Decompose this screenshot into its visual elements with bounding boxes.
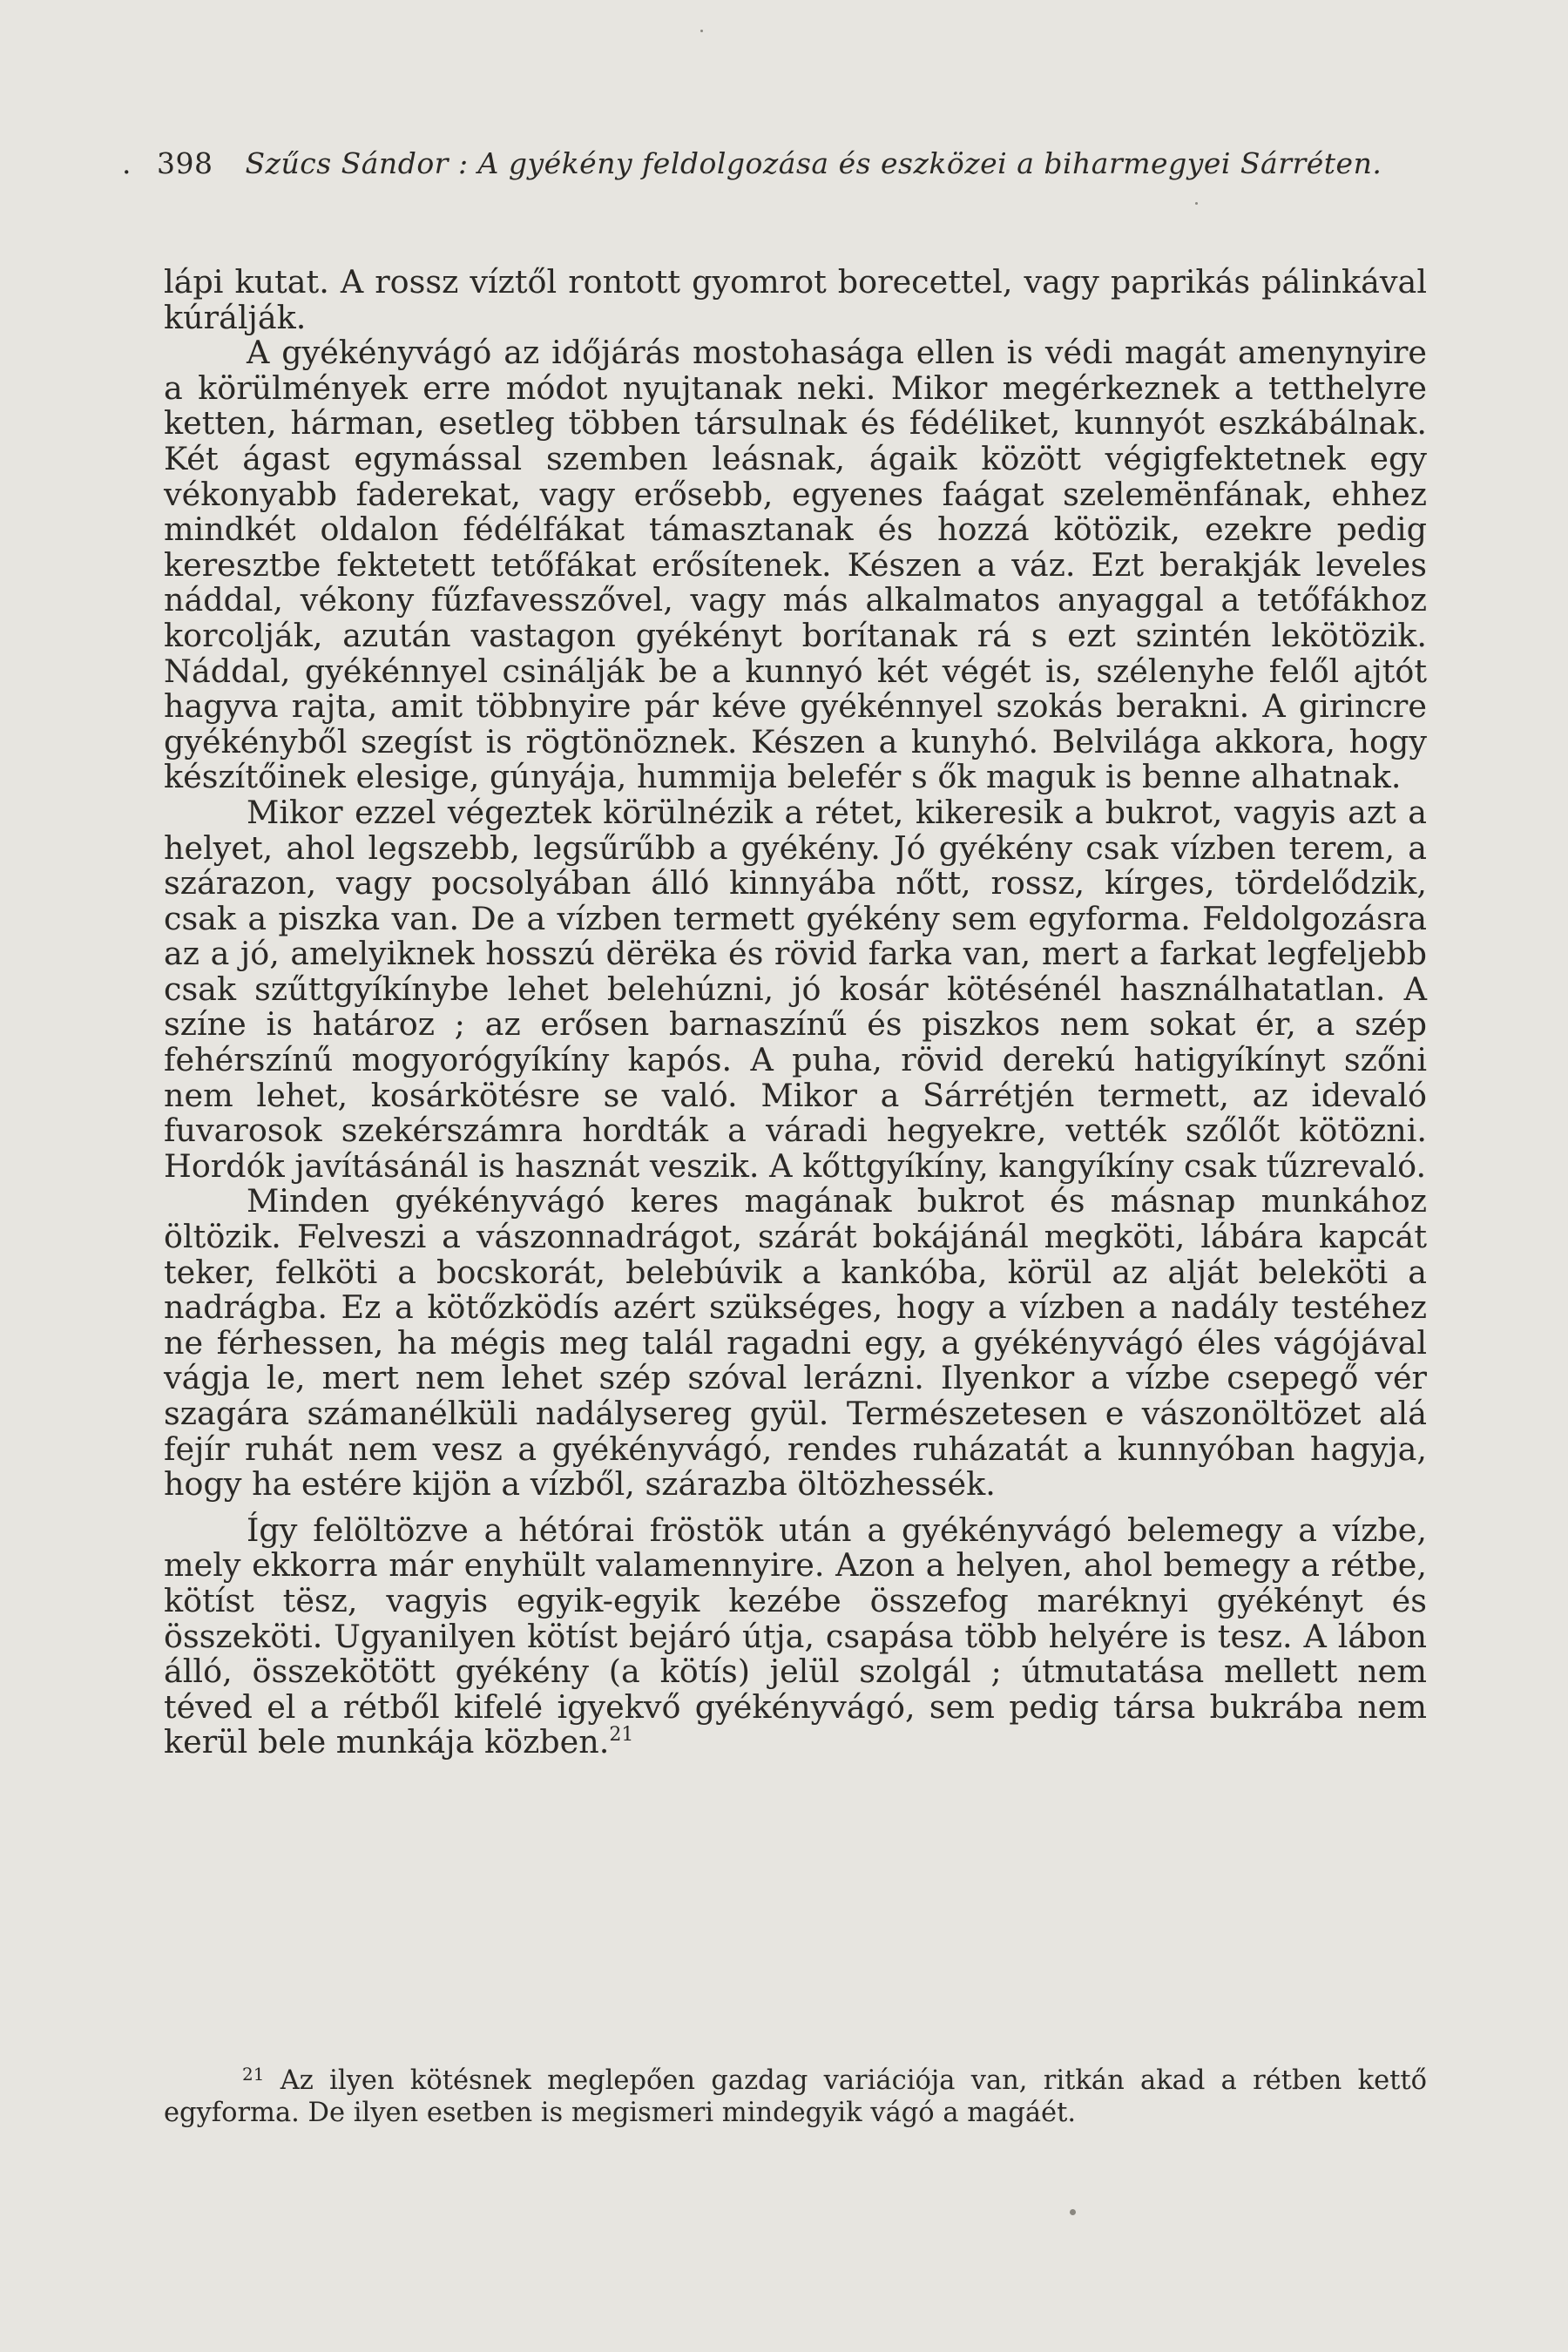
paper-speck [1070,2209,1076,2215]
paragraph-3: Mikor ezzel végeztek körülnézik a rétet, kikeresik a bukrot, vagyis azt a helyet, ahol legszebb, legsűrűbb a gyékény. Jó gyékény csak vízben terem, a szárazon, vagy pocsolyában álló kinnyába nőtt, rossz, kírges, tördelődzik, csak a piszka van. De a vízben termett gyékény sem egyforma. Feldolgozásra az a jó, amelyiknek hosszú dërëka és rövid farka van, mert a farkat legfeljebb csak szűttgyíkínybe lehet belehúzni, jó kosár kötésénél használhatatlan. A színe is határoz ; az erősen barnaszínű és piszkos nem sokat ér, a szép fehérszínű mogyorógyíkíny kapós. A puha, rövid derekú hatigyíkínyt szőni nem lehet, kosárkötésre se való. Mikor a Sárrétjén termett, az idevaló fuvarosok szekérszámra hordták a váradi hegyekre, vették szőlőt kötözni. Hordók javításánál is hasznát veszik. A kőttgyíkíny, kangyíkíny csak tűzrevaló. [164,793,1427,1185]
body-text [164,265,1427,1761]
footnote-reference[interactable]: 21 [609,1724,634,1747]
paragraph-5 [164,1513,1427,1761]
paper-speck [700,30,703,32]
header-dot: . [122,146,132,180]
paper-speck [1195,202,1198,205]
paragraph-5-text: Így felöltözve a hétórai fröstök után a gyékényvágó belemegy a vízbe, mely ekkorra már enyhült valamennyire. Azon a helyen, ahol bemegy a rétbe, kötíst tësz, vagyis egyik-egyik kezébe összefog maréknyi gyékényt és összeköti. Ugyanilyen kötíst bejáró útja, csapása több helyére is tesz. A lábon álló, összekötött gyékény (a kötís) jelül szolgál ; útmutatása mellett nem téved el a rétből kifelé igyekvő gyékényvágó, sem pedig társa bukrába nem kerül bele munkája közben. [164,1511,1427,1761]
paragraph-4: Minden gyékényvágó keres magának bukrot és másnap munkához öltözik. Felveszi a vászonnadrágot, szárát bokájánál megköti, lábára kapcát teker, felköti a bocskorát, belebúvik a kankóba, körül az alját beleköti a nadrágba. Ez a kötőzködís azért szükséges, hogy a vízben a nadály testéhez ne férhessen, ha mégis meg talál ragadni egy, a gyékényvágó éles vágójával vágja le, mert nem lehet szép szóval lerázni. Ilyenkor a vízbe csepegő vér szagára számanélküli nadálysereg gyül. Természetesen e vászonöltözet alá fejír ruhát nem vesz a gyékényvágó, rendes ruházatát a kunnyóban hagyja, hogy ha estére kijön a vízből, szárazba öltözhessék. [164,1182,1427,1504]
footnote-marker: 21 [242,2064,265,2085]
running-header [122,146,1446,181]
page-number: 398 [157,146,213,180]
paragraph-1: lápi kutat. A rossz víztől rontott gyomrot borecettel, vagy paprikás pálinkával kúrálják. [164,263,1427,336]
running-title: Szűcs Sándor : A gyékény feldolgozása és eszközei a biharmegyei Sárréten. [245,146,1382,180]
footnote [164,2065,1427,2129]
paragraph-2: A gyékényvágó az időjárás mostohasága ellen is védi magát amenynyire a körülmények erre módot nyujtanak neki. Mikor megérkeznek a tetthelyre ketten, hárman, esetleg többen társulnak és fédéliket, kunnyót eszkábálnak. Két ágast egymással szemben leásnak, ágaik között végigfektetnek egy vékonyabb faderekat, vagy erősebb, egyenes faágat szelemënfának, ehhez mindkét oldalon fédélfákat támasztanak és hozzá kötözik, ezekre pedig keresztbe fektetett tetőfákat erősítenek. Készen a váz. Ezt berakják leveles náddal, vékony fűzfavesszővel, vagy más alkalmatos anyaggal a tetőfákhoz korcolják, azután vastagon gyékényt borítanak rá s ezt szintén lekötözik. Náddal, gyékénnyel csinálják be a kunnyó két végét is, szélenyhe felől ajtót hagyva rajta, amit többnyire pár kéve gyékénnyel szokás berakni. A girincre gyékényből szegíst is rögtönöznek. Készen a kunyhó. Belvilága akkora, hogy készítőinek elesige, gúnyája, hummija belefér s ők maguk is benne alhatnak. [164,334,1427,796]
footnote-text: Az ilyen kötésnek meglepően gazdag variációja van, ritkán akad a rétben kettő egyforma. De ilyen esetben is megismeri mindegyik vágó a magáét. [164,2065,1427,2128]
